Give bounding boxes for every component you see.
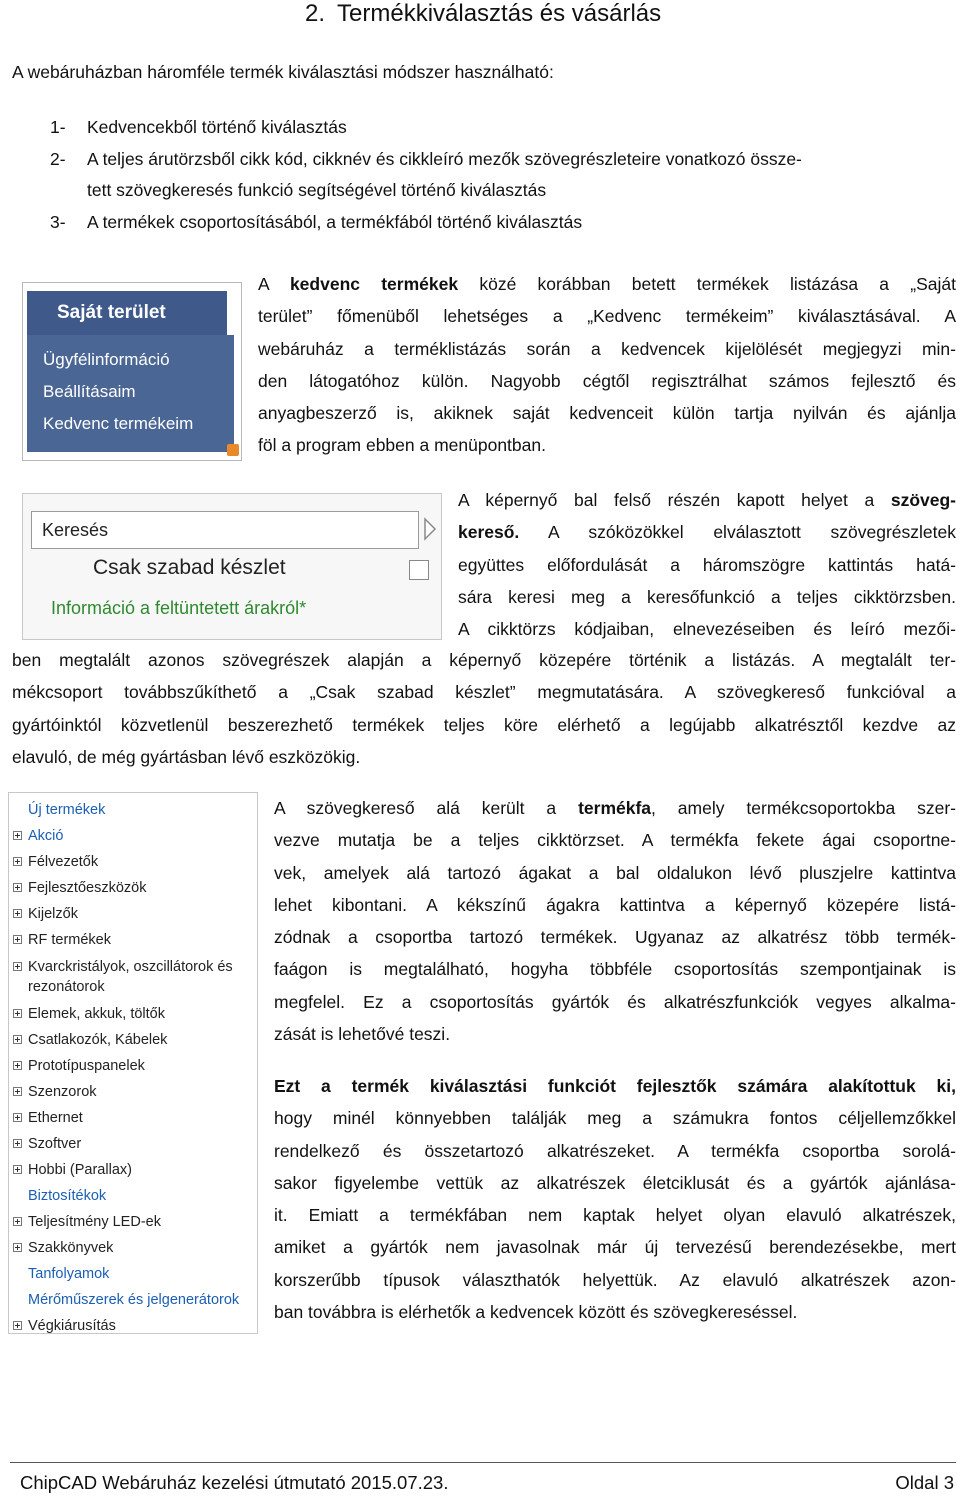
tree-item[interactable] (13, 1235, 239, 1261)
page-title (305, 0, 661, 28)
method-item (50, 112, 950, 144)
expand-plus-icon[interactable] (13, 1165, 22, 1174)
search-paragraph-bottom (12, 644, 956, 773)
price-info-link[interactable]: Információ a feltüntetett árakról* (51, 598, 307, 618)
method-text: Kedvencekből történő kiválasztás (87, 117, 347, 137)
text-line (274, 1070, 956, 1102)
text-line: zását is lehetővé teszi. (274, 1024, 451, 1045)
bold-term: kereső. (458, 522, 520, 543)
method-item (50, 207, 950, 239)
tree-item[interactable] (13, 1261, 239, 1287)
expand-plus-icon[interactable] (13, 1243, 22, 1252)
text-line: ban továbbra is elérhetők a kedvencek között és szövegkereséssel. (274, 1302, 798, 1323)
text-line: korszerűbb típusok választhatók helyettük. Az elavuló alkatrészek azon- (274, 1269, 956, 1290)
search-figure (22, 493, 442, 640)
text-line: mékcsoport továbbszűkíthető a „Csak szabad készlet” megmutatására. A szövegkereső funkcióval a (12, 682, 956, 703)
bold-sentence: Ezt a termék kiválasztási funkciót fejlesztők számára alakítottuk ki, (274, 1076, 956, 1096)
product-tree (13, 797, 239, 1339)
expand-plus-icon[interactable] (13, 962, 22, 971)
text-line: rendelkező és összetartozó alkatrészeket. A termékfa csoportba sorolá- (274, 1140, 956, 1161)
tree-item[interactable] (13, 1027, 239, 1053)
tree-item[interactable] (13, 901, 239, 927)
methods-list (50, 112, 950, 238)
expand-plus-icon[interactable] (13, 935, 22, 944)
text-run: A szövegkereső alá került a (274, 798, 579, 818)
tree-item-label[interactable]: Kvarckristályok, oszcillátorok és rezonátorok (28, 959, 233, 995)
text-line: anyagbeszerző is, akiknek saját kedvenceit külön tartja nyilván és ajánlja (258, 403, 956, 424)
text-line: sára keresi meg a keresőfunkció a teljes cikktörzsben. (458, 586, 956, 607)
text-line: zódnak a csoportba tartozó termékek. Ugyanaz az alkatrész több termék- (274, 927, 956, 948)
expand-plus-icon[interactable] (13, 883, 22, 892)
text-line: sakor figyelembe vettük az alkatrészek életciklusát és a gyártók ajánlása- (274, 1172, 956, 1193)
tree-item-label[interactable]: Tanfolyamok (28, 1266, 110, 1282)
own-area-header[interactable]: Saját terület (27, 291, 227, 335)
page-number: Oldal 3 (895, 1472, 954, 1493)
expand-plus-icon[interactable] (13, 1139, 22, 1148)
expand-plus-icon[interactable] (13, 831, 22, 840)
tree-item-label[interactable]: Teljesítmény LED-ek (28, 1214, 161, 1230)
search-triangle-icon[interactable] (423, 516, 437, 542)
tree-item[interactable] (13, 927, 239, 953)
method-number: 3- (50, 211, 66, 232)
tree-item[interactable] (13, 1313, 239, 1339)
search-input[interactable]: Keresés (31, 511, 419, 549)
text-run: A képernyő bal felső részén kapott helyet a (458, 490, 891, 510)
own-area-menu-figure (22, 282, 242, 461)
tree-item-label[interactable]: Prototípuspanelek (28, 1058, 145, 1074)
text-line: A cikktörzs kódjaiban, elnevezéseiben és leíró mezői- (458, 619, 956, 640)
tree-item-label[interactable]: Kijelzők (28, 906, 78, 922)
text-run: A szóközökkel elválasztott szövegrészletek (519, 522, 956, 543)
tree-item-label[interactable]: Elemek, akkuk, töltők (28, 1006, 165, 1022)
bold-term: kedvenc termékek (289, 274, 459, 294)
tree-item-label[interactable]: Fejlesztőeszközök (28, 880, 147, 896)
text-line: megfelel. Ez a csoportosítás gyártók és alkatrészfunkciók vegyes alkalma- (274, 991, 956, 1012)
method-number: 2- (50, 148, 66, 169)
tree-item-label[interactable]: Ethernet (28, 1110, 83, 1126)
expand-plus-icon[interactable] (13, 1087, 22, 1096)
tree-item-label[interactable]: Biztosítékok (28, 1188, 107, 1204)
menu-item-customer-info[interactable]: Ügyfélinformáció (43, 350, 170, 369)
developer-paragraph (274, 1070, 956, 1328)
tree-item[interactable] (13, 1157, 239, 1183)
text-run: A (258, 274, 290, 294)
text-line (458, 484, 956, 516)
tree-item-label[interactable]: Csatlakozók, Kábelek (28, 1032, 168, 1048)
text-line: vek, amelyek alá tartozó ágakat a bal oldalukon lévő pluszjelre kattintva (274, 862, 956, 883)
method-number: 1- (50, 117, 66, 137)
text-line (258, 268, 956, 300)
method-item (50, 144, 950, 176)
text-run: , amely termékcsoportokba szer- (651, 798, 956, 818)
method-text: A teljes árutörzsből cikk kód, cikknév és cikkleíró mezők szövegrészleteire vonatkozó össze- (87, 148, 802, 169)
tree-item-label[interactable]: Hobbi (Parallax) (28, 1162, 132, 1178)
text-line (458, 516, 956, 548)
text-line: gyártóinktól közvetlenül beszerezhető termékek teljes köre elérhető a legújabb alkatrésztől kezdve az (12, 714, 956, 735)
text-line (274, 792, 956, 824)
tree-item[interactable] (13, 1287, 239, 1313)
expand-plus-icon[interactable] (13, 857, 22, 866)
product-tree-paragraph (274, 792, 956, 1050)
favorites-paragraph (258, 268, 956, 462)
text-line: együttes előfordulását a háromszögre kattintás hatá- (458, 554, 956, 575)
tree-item[interactable] (13, 1209, 239, 1235)
tree-item-label[interactable]: Szakkönyvek (28, 1240, 114, 1256)
text-line: elavuló, de még gyártásban lévő eszközökig. (12, 746, 361, 767)
text-line: vezve mutatja be a teljes cikktörzset. A termékfa fekete ágai csoportne- (274, 830, 956, 851)
free-stock-label: Csak szabad készlet (93, 556, 286, 579)
tree-item[interactable] (13, 797, 239, 823)
text-line: hogy minél könnyebben találják meg a számukra fontos céljellemzőkkel (274, 1108, 956, 1129)
expand-plus-icon[interactable] (13, 1035, 22, 1044)
tree-item[interactable] (13, 1079, 239, 1105)
expand-plus-icon[interactable] (13, 1009, 22, 1018)
footer-divider (10, 1462, 956, 1463)
text-line: it. Emiatt a termékfában nem kaptak helyet olyan elavuló alkatrészek, (274, 1205, 956, 1226)
expand-plus-icon[interactable] (13, 1321, 22, 1330)
expand-plus-icon[interactable] (13, 1113, 22, 1122)
tree-item[interactable] (13, 1053, 239, 1079)
text-run: közé korábban betett termékek listázása a „Saját (458, 274, 956, 294)
tree-item[interactable] (13, 1001, 239, 1027)
tree-item[interactable] (13, 823, 239, 849)
tree-item-label[interactable]: Új termékek (28, 802, 106, 818)
rss-icon (227, 444, 239, 456)
section-number: 2. (305, 0, 326, 27)
product-tree-figure (8, 792, 258, 1334)
tree-item-label[interactable]: Mérőműszerek és jelgenerátorok (28, 1292, 240, 1308)
tree-item[interactable] (13, 1105, 239, 1131)
tree-item[interactable] (13, 953, 239, 1001)
expand-plus-icon[interactable] (13, 1217, 22, 1226)
own-area-submenu (27, 335, 234, 452)
free-stock-checkbox[interactable] (409, 560, 429, 580)
text-line: faágon is megtalálható, hogyha többféle csoportosítás szempontjainak is (274, 959, 956, 980)
method-text-continued: tett szövegkeresés funkció segítségével történő kiválasztás (87, 180, 547, 200)
tree-item-label[interactable]: RF termékek (28, 932, 111, 948)
tree-item-label[interactable]: Végkiárusítás (28, 1318, 116, 1334)
tree-item-label[interactable]: Szoftver (28, 1136, 82, 1152)
tree-item-label[interactable]: Félvezetők (28, 854, 99, 870)
method-text: A termékek csoportosításából, a termékfából történő kiválasztás (87, 211, 583, 232)
text-line: amiket a gyártók nem javasolnak már új tervezésű berendezésekbe, mert (274, 1237, 956, 1258)
footer-title: ChipCAD Webáruház kezelési útmutató 2015.07.23. (20, 1472, 449, 1493)
text-line: terület” főmenüből lehetséges a „Kedvenc termékeim” kiválasztásával. A (258, 306, 956, 327)
tree-item-label[interactable]: Szenzorok (28, 1084, 97, 1100)
tree-item[interactable] (13, 1131, 239, 1157)
tree-item[interactable] (13, 1183, 239, 1209)
tree-item[interactable] (13, 849, 239, 875)
bold-term: szöveg- (890, 490, 956, 510)
menu-item-settings[interactable]: Beállításaim (43, 382, 136, 401)
text-line: föl a program ebben a menüpontban. (258, 435, 546, 456)
tree-item[interactable] (13, 875, 239, 901)
text-line: webáruház a terméklistázás során a kedvencek kijelölését megjegyzi min- (258, 338, 956, 359)
search-paragraph-top (458, 484, 956, 645)
expand-plus-icon[interactable] (13, 909, 22, 918)
text-line: lehet kibontani. A kékszínű ágakra kattintva a képernyő közepére listá- (274, 894, 956, 915)
text-line: den látogatóhoz külön. Nagyobb cégtől regisztrálhat számos fejlesztő és (258, 370, 956, 391)
menu-item-favorite-products[interactable]: Kedvenc termékeim (43, 414, 194, 433)
expand-plus-icon[interactable] (13, 1061, 22, 1070)
section-title: Termékkiválasztás és vásárlás (337, 0, 662, 27)
tree-item-label[interactable]: Akció (28, 828, 64, 844)
intro-text: A webáruházban háromféle termék kiválasztási módszer használható: (12, 62, 554, 82)
bold-term: termékfa (578, 798, 652, 818)
text-line: ben megtalált azonos szövegrészek alapján a képernyő közepére történik a listázás. A megtalált ter- (12, 650, 956, 670)
